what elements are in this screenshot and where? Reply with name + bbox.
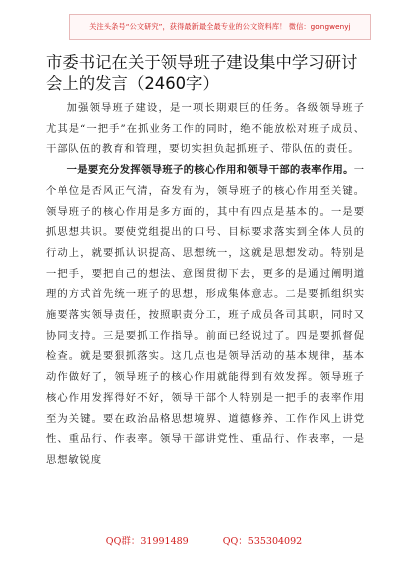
document-title: 市委书记在关于领导班子建设集中学习研讨会上的发言（2460字）: [46, 53, 358, 93]
footer-qq-group: QQ群：31991489: [105, 536, 189, 547]
footer-contact: [0, 533, 408, 547]
header-promo-banner: [69, 14, 371, 40]
paragraph-heading: 一是要充分发挥领导班子的核心作用和领导干部的表率作用。: [66, 164, 354, 177]
footer-qq-number: QQ：535304092: [222, 536, 303, 547]
header-promo-text: 关注头条号“公文研究”，获得最新最全最专业的公文资料库！ 微信：gongwenyj: [89, 22, 351, 31]
paragraph-text: 一个单位是否风正气清，奋发有为，领导班子的核心作用至关键。领导班子的核心作用是多方面的，其中有四点是基本的。一是要抓思想共识。要使党组提出的口号、目标要求落实到全体人员的行动上，就要抓认识提高、思想统一，这就是思想发动。特别是一把手，要把自己的想法、意图贯彻下去，更多的是通过阐明道理的方式首先统一班子的思想，形成集体意志。二是要抓组织实施要落实领导责任，按照职责分工，班子成员各司其职，同时又协同支持。三是要抓工作指导。前面已经说过了。四是要抓督促检查。就是要狠抓落实。这几点也是领导活动的基本规律，基本动作做好了，领导班子的核心作用就能得到有效发挥。领导班子核心作用发挥得好不好，领导干部个人特别是一把手的表率作用至为关键。要在政治品格思想境界、道德修养、工作作风上讲党性、重品行、作表率。领导干部讲党性、重品行、作表率，一是思想敏锐度: [46, 164, 365, 466]
paragraph-core-role: [46, 160, 365, 471]
paragraph-intro: 加强领导班子建设，是一项长期艰巨的任务。各级领导班子尤其是“一把手”在抓业务工作的同时，绝不能放松对班子成员、干部队伍的教育和管理，要切实担负起抓班子、带队伍的责任。: [46, 102, 365, 156]
document-body: [46, 98, 365, 471]
